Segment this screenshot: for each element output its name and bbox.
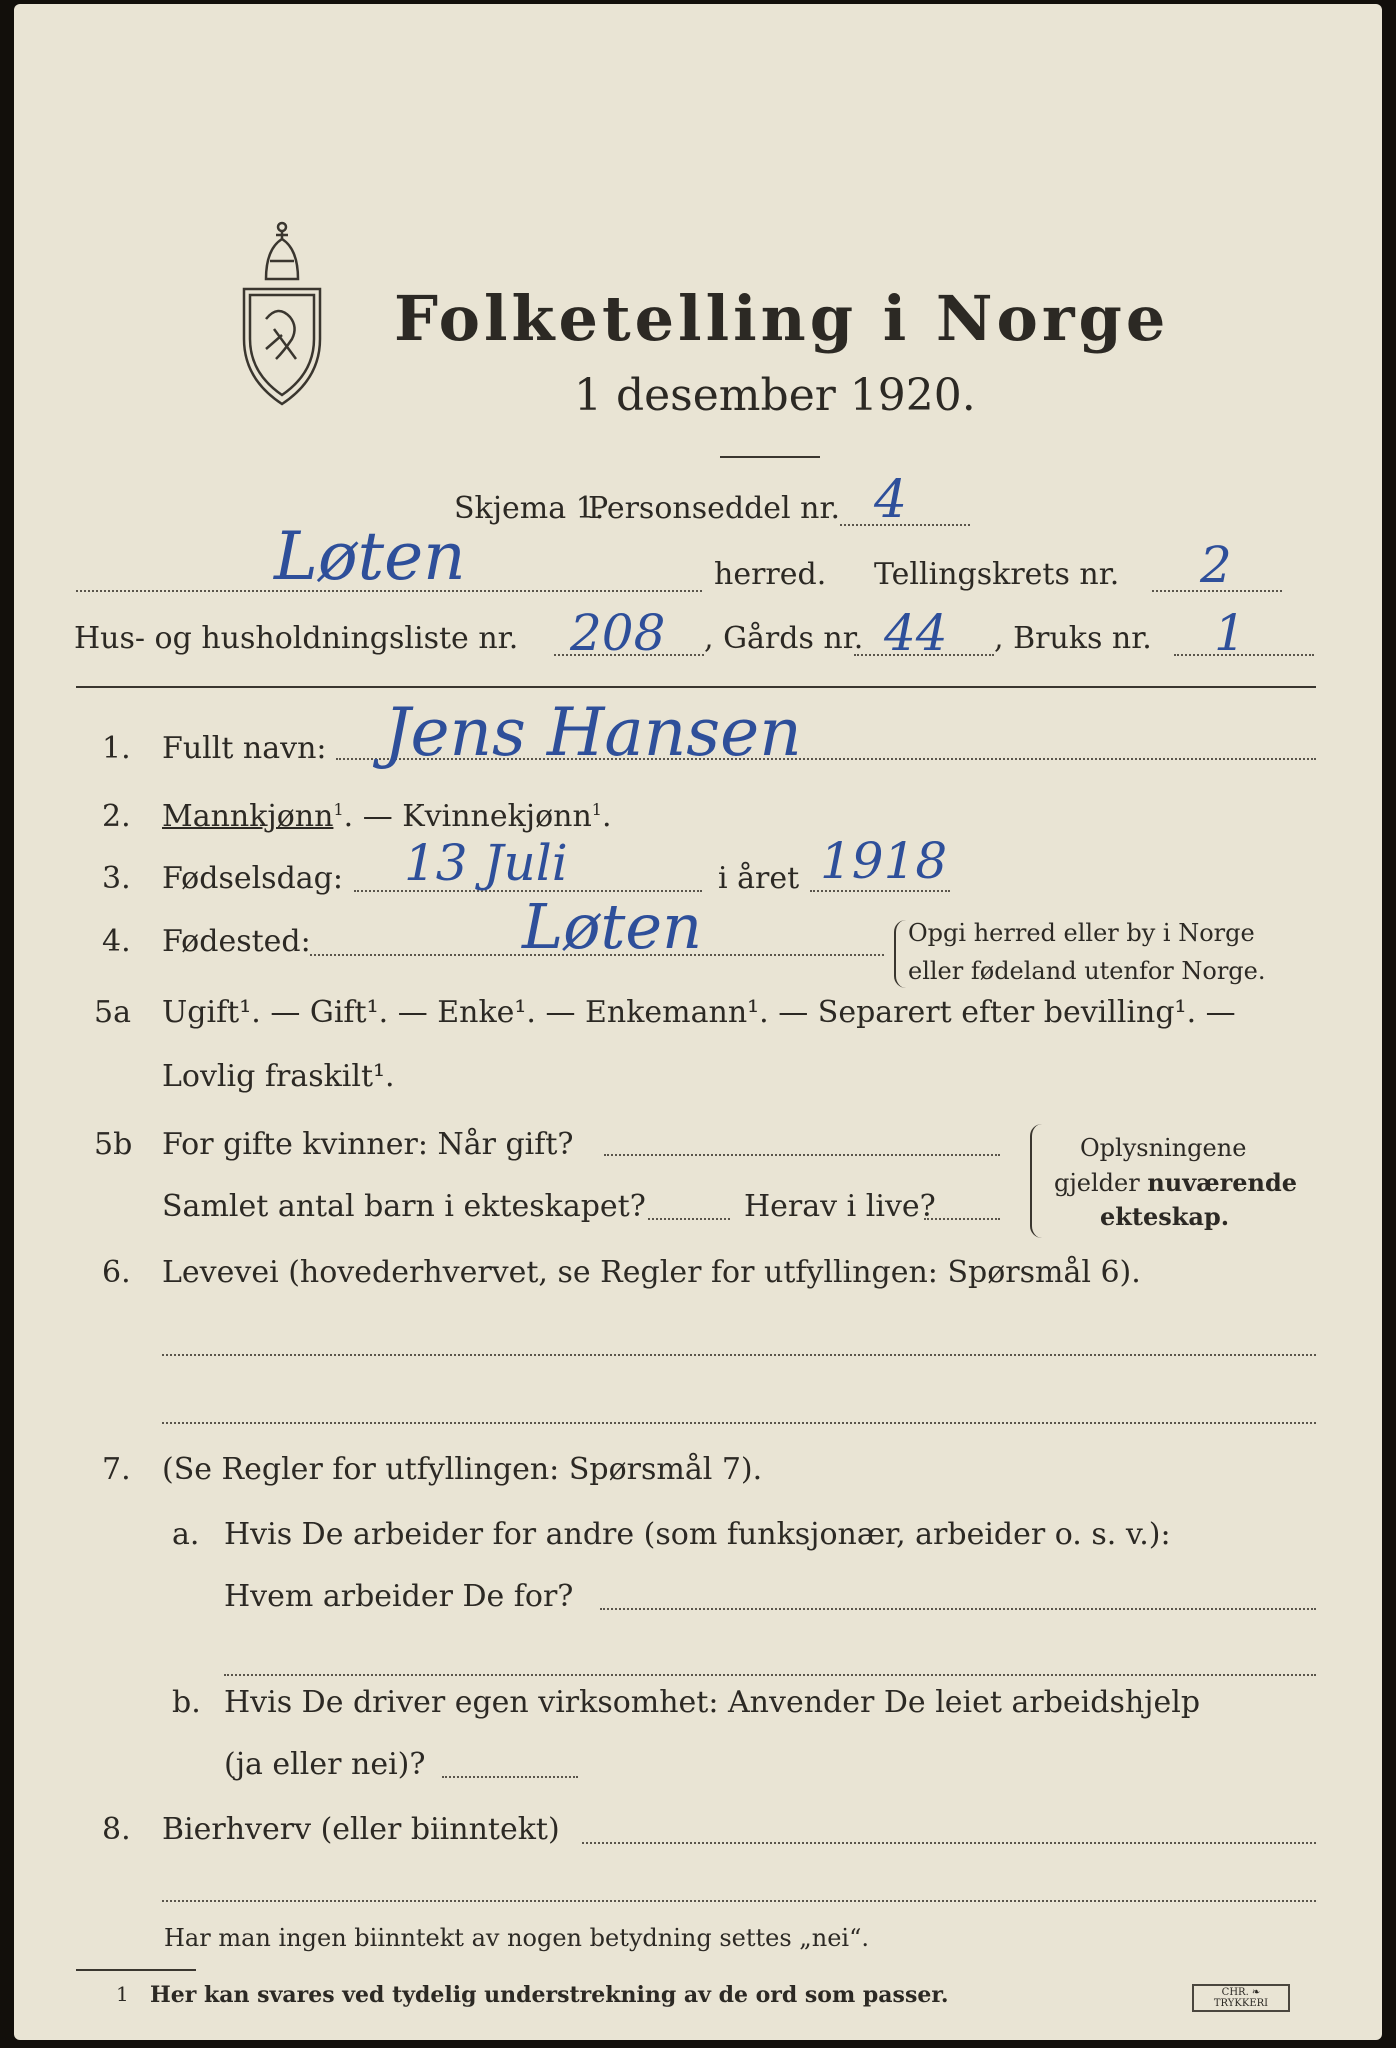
herred-value: Løten bbox=[274, 518, 466, 595]
birth-year-field[interactable] bbox=[810, 890, 950, 892]
q8-number: 8. bbox=[102, 1812, 131, 1847]
title-divider bbox=[720, 456, 820, 458]
q4-number: 4. bbox=[102, 924, 131, 959]
coat-of-arms-icon bbox=[236, 209, 328, 409]
q6-label: Levevei (hovederhvervet, se Regler for utfyllingen: Spørsmål 6). bbox=[162, 1255, 1141, 1290]
q2-separator: . — bbox=[343, 799, 403, 834]
children-total-field[interactable] bbox=[648, 1218, 730, 1220]
printer-stamp: CHR. ❧ TRYKKERI bbox=[1192, 1984, 1290, 2012]
herred-label: herred. bbox=[714, 557, 827, 592]
footnote-divider bbox=[76, 1969, 196, 1971]
employer-field-2[interactable] bbox=[224, 1674, 1316, 1676]
children-alive-field[interactable] bbox=[924, 1218, 1000, 1220]
mannkjonn-option[interactable]: Mannkjønn bbox=[162, 799, 334, 834]
q1-label: Fullt navn: bbox=[162, 731, 327, 766]
skjema-label: Skjema 1. bbox=[454, 491, 605, 526]
footnote-mark: 1 bbox=[116, 1982, 129, 2006]
form-title: Folketelling i Norge bbox=[394, 282, 1170, 355]
q7a-number: a. bbox=[172, 1517, 200, 1552]
q3-year-label: i året bbox=[718, 861, 800, 896]
side-income-note: Har man ingen biinntekt av nogen betydning settes „nei“. bbox=[164, 1924, 869, 1952]
personseddel-label: Personseddel nr. bbox=[588, 491, 841, 526]
birthday-value: 13 Juli bbox=[404, 834, 568, 892]
gards-label: , Gårds nr. bbox=[704, 621, 864, 656]
gards-value: 44 bbox=[884, 604, 948, 662]
q7a-employer-label: Hvem arbeider De for? bbox=[224, 1579, 574, 1614]
employer-field-1[interactable] bbox=[600, 1608, 1316, 1610]
birthplace-note-2: eller fødeland utenfor Norge. bbox=[908, 957, 1266, 985]
q7-number: 7. bbox=[102, 1452, 131, 1487]
hus-label: Hus- og husholdningsliste nr. bbox=[74, 621, 519, 656]
q2-options: Mannkjønn$^1$. — Kvinnekjønn$^1$. bbox=[162, 799, 612, 834]
q3-label: Fødselsdag: bbox=[162, 861, 343, 896]
q5a-number: 5a bbox=[94, 995, 131, 1030]
birthplace-value: Løten bbox=[522, 890, 703, 963]
kvinnekjonn-option[interactable]: Kvinnekjønn bbox=[402, 799, 592, 834]
when-married-field[interactable] bbox=[604, 1154, 1000, 1156]
q8-label: Bierhverv (eller biinntekt) bbox=[162, 1812, 560, 1847]
birthplace-note-1: Opgi herred eller by i Norge bbox=[908, 919, 1255, 947]
bruks-value: 1 bbox=[1214, 604, 1246, 662]
hus-value: 208 bbox=[570, 604, 666, 662]
marriage-note-2: gjelder nuværende bbox=[1054, 1168, 1298, 1197]
q7a-label: Hvis De arbeider for andre (som funksjonær, arbeider o. s. v.): bbox=[224, 1517, 1171, 1552]
q3-number: 3. bbox=[102, 861, 131, 896]
marriage-note-3: ekteskap. bbox=[1100, 1202, 1230, 1231]
birth-year-value: 1918 bbox=[820, 832, 948, 890]
census-form-page bbox=[14, 4, 1382, 2040]
marital-status-options[interactable]: Ugift¹. — Gift¹. — Enke¹. — Enkemann¹. — Separert efter bevilling¹. — bbox=[162, 995, 1236, 1030]
q5b-label-when-married: For gifte kvinner: Når gift? bbox=[162, 1127, 574, 1162]
q4-label: Fødested: bbox=[162, 924, 311, 959]
bruks-label: , Bruks nr. bbox=[994, 621, 1152, 656]
marriage-note-bracket bbox=[1030, 1124, 1044, 1238]
side-income-field-1[interactable] bbox=[582, 1842, 1316, 1844]
q7-label: (Se Regler for utfyllingen: Spørsmål 7). bbox=[162, 1452, 763, 1487]
q1-number: 1. bbox=[102, 731, 131, 766]
personseddel-value: 4 bbox=[874, 470, 908, 530]
occupation-field-2[interactable] bbox=[162, 1422, 1316, 1424]
q7b-number: b. bbox=[172, 1685, 201, 1720]
marital-status-options-cont[interactable]: Lovlig fraskilt¹. bbox=[162, 1059, 395, 1094]
q2-number: 2. bbox=[102, 799, 131, 834]
tellingskrets-value: 2 bbox=[1200, 536, 1232, 594]
occupation-field-1[interactable] bbox=[162, 1354, 1316, 1356]
q7b-hired-help-label: (ja eller nei)? bbox=[224, 1747, 426, 1782]
q5b-number: 5b bbox=[94, 1127, 133, 1162]
census-date: 1 desember 1920. bbox=[574, 370, 976, 421]
marriage-note-1: Oplysningene bbox=[1080, 1134, 1247, 1162]
footnote-text: Her kan svares ved tydelig understrekning av de ord som passer. bbox=[150, 1982, 949, 2008]
q5b-label-children: Samlet antal barn i ekteskapet? bbox=[162, 1189, 646, 1224]
tellingskrets-label[interactable]: Tellingskrets nr. bbox=[874, 557, 1120, 592]
side-income-field-2[interactable] bbox=[162, 1900, 1316, 1902]
q5b-label-alive: Herav i live? bbox=[744, 1189, 936, 1224]
hired-help-field[interactable] bbox=[442, 1776, 578, 1778]
full-name-value: Jens Hansen bbox=[384, 694, 802, 771]
q6-number: 6. bbox=[102, 1255, 131, 1290]
header-divider bbox=[76, 686, 1316, 688]
birthplace-bracket bbox=[894, 920, 906, 988]
q7b-label: Hvis De driver egen virksomhet: Anvender De leiet arbeidshjelp bbox=[224, 1685, 1201, 1720]
